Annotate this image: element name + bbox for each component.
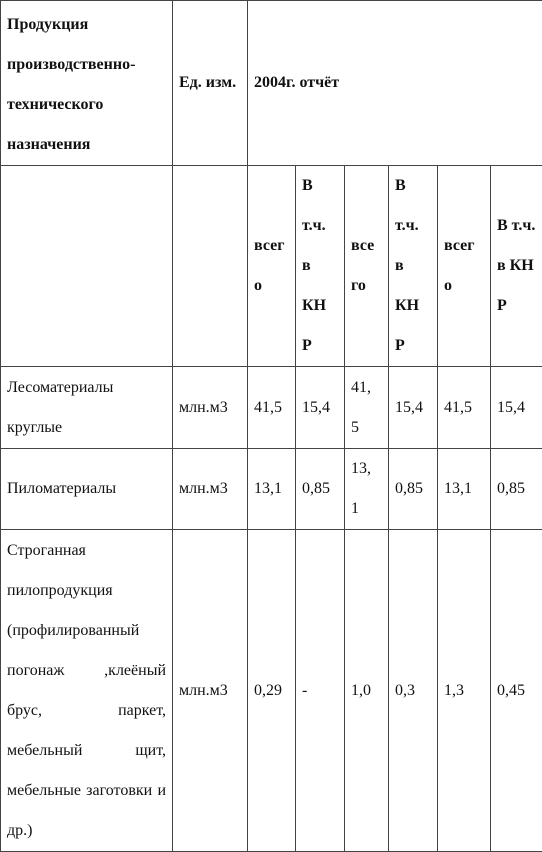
subheader-china-2: В т.ч. в КН Р (389, 166, 438, 367)
subheader-empty-product (1, 166, 173, 367)
table-row (1, 367, 542, 449)
row-unit: млн.м3 (173, 367, 248, 449)
row-value: 41,5 (438, 367, 491, 449)
header-row (1, 1, 542, 166)
row-unit: млн.м3 (173, 530, 248, 852)
row-value: 13,1 (248, 449, 296, 530)
subheader-empty-unit (173, 166, 248, 367)
row-value: - (296, 530, 345, 852)
table-row (1, 530, 542, 852)
row-value: 0,85 (389, 449, 438, 530)
row-value: 0,45 (491, 530, 542, 852)
header-year (248, 1, 542, 166)
subheader-total-2: все го (345, 166, 389, 367)
row-value: 0,29 (248, 530, 296, 852)
header-unit: Ед. изм. (173, 1, 248, 166)
row-value: 41,5 (248, 367, 296, 449)
subheader-total-3: всег о (438, 166, 491, 367)
row-value: 41, 5 (345, 367, 389, 449)
row-value: 15,4 (296, 367, 345, 449)
subheader-china-3: В т.ч. в КН Р (491, 166, 542, 367)
header-product: Продукция производственно-технического назначения (1, 1, 173, 166)
row-value: 13,1 (438, 449, 491, 530)
table-row (1, 449, 542, 530)
header-year-text: 2004г. отчёт (254, 63, 536, 103)
row-value: 0,3 (389, 530, 438, 852)
row-unit: млн.м3 (173, 449, 248, 530)
row-name: Строганная пилопродукция (профилированный погонаж ,клеёный брус, паркет, мебельный щит, мебельные заготовки и др.) (1, 530, 173, 852)
subheader-total-1: всег о (248, 166, 296, 367)
row-value: 0,85 (296, 449, 345, 530)
row-value: 1,0 (345, 530, 389, 852)
subheader-row (1, 166, 542, 367)
row-value: 15,4 (491, 367, 542, 449)
row-value: 1,3 (438, 530, 491, 852)
row-name: Лесоматериалы круглые (1, 367, 173, 449)
row-value: 13, 1 (345, 449, 389, 530)
row-name: Пиломатериалы (1, 449, 173, 530)
subheader-china-1: В т.ч. в КН Р (296, 166, 345, 367)
row-value: 15,4 (389, 367, 438, 449)
row-value: 0,85 (491, 449, 542, 530)
